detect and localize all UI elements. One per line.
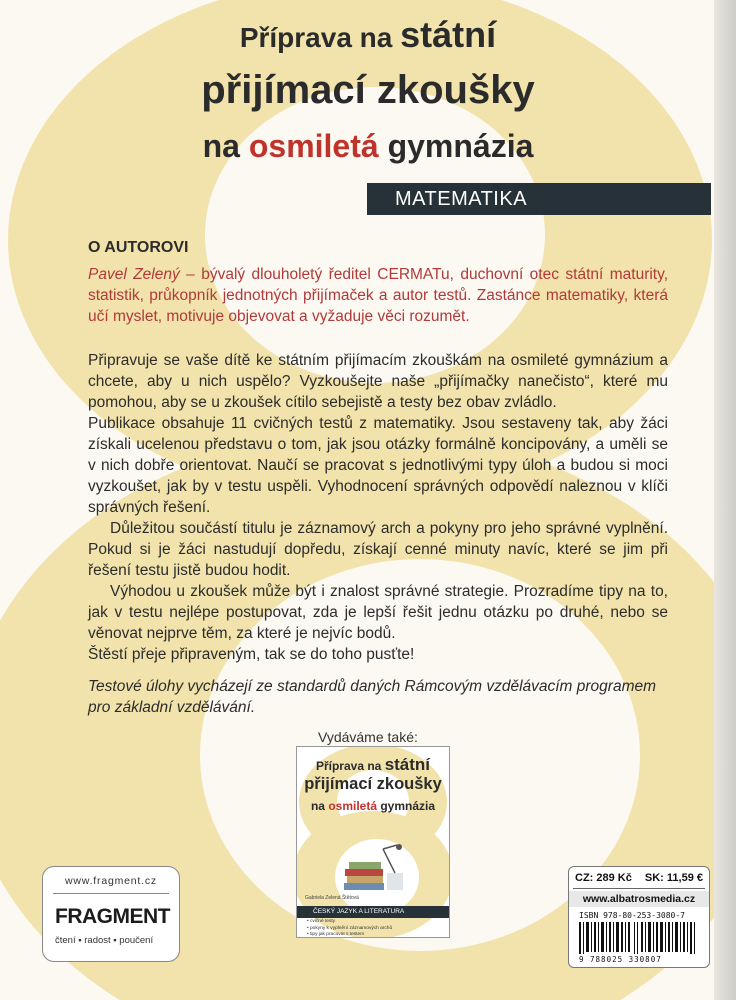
also-published-label: Vydáváme také: xyxy=(318,729,418,745)
subject-bar: MATEMATIKA xyxy=(367,183,711,215)
mini-bullet-list xyxy=(307,919,392,938)
body-paragraph-1: Připravuje se vaše dítě ke státním přijímacím zkouškám na osmileté gymnázium a chcete, aby u nich uspělo? Vyzkoušejte naše „přijímačky nanečisto“, které mu pomohou, aby se u zkoušek cítilo sebejistě a testy bez obav zvládlo. xyxy=(88,352,668,411)
publisher-divider xyxy=(53,893,169,894)
body-paragraph-2: Publikace obsahuje 11 cvičných testů z matematiky. Jsou sestaveny tak, aby žáci získali ucelenou představu o tom, jak jsou otázky formálně koncipovány, a uměli se v nich dobře orientovat. Naučí se pracovat s jednotlivými typy úloh a budou si moci vyzkoušet, jak by v testu uspěli. Vyhodnocení správných odpovědí naleznou v klíči správných řešení. xyxy=(88,415,668,516)
mini-bullet: • tipy jak pracovat s testem xyxy=(307,932,365,937)
body-paragraph-5: Štěstí přeje připraveným, tak se do toho pusťte! xyxy=(88,646,415,663)
about-heading: O AUTOROVI xyxy=(88,239,189,256)
body-paragraph-6: Testové úlohy vycházejí ze standardů daných Rámcovým vzdělávacím programem pro základní vzdělávání. xyxy=(88,678,657,716)
title-line-3: na osmiletá gymnázia xyxy=(202,128,534,164)
mini-bullet: • pokyny k vyplnění záznamových archů xyxy=(307,925,393,931)
body-paragraph-3: Důležitou součástí titulu je záznamový arch a pokyny pro jeho správné vyplnění. Pokud si je žáci nastudují dopředu, získají cenné minuty navíc, které se jim při řešení testu jistě budou hodit. xyxy=(88,520,668,579)
mini-subject-bar: ČESKÝ JAZYK A LITERATURA xyxy=(297,906,449,918)
albatros-url[interactable]: www.albatrosmedia.cz xyxy=(569,891,709,907)
books-lamp-illustration xyxy=(339,843,414,895)
publisher-url[interactable]: www.fragment.cz xyxy=(65,875,157,887)
title-line-1: Příprava na státní xyxy=(239,14,497,55)
barcode-icon xyxy=(579,922,699,954)
mini-title-3: na osmiletá gymnázia xyxy=(310,799,436,813)
mini-author: Gabriela Zelená Štětová xyxy=(305,895,359,901)
related-book-cover xyxy=(296,746,450,938)
barcode-number: 9 788025 330807 xyxy=(579,955,662,964)
body-paragraph-4: Výhodou u zkoušek může být i znalost správné strategie. Prozradíme tipy na to, jak v testu nejlépe postupovat, zda je lepší řešit jednu otázku po druhé, nebo se věnovat nejprve těm, za které je nejvíc bodů. xyxy=(88,583,668,642)
isbn-text: ISBN 978-80-253-3080-7 xyxy=(579,911,685,920)
price-divider xyxy=(573,888,705,889)
mini-title-1: Příprava na státní xyxy=(315,755,431,774)
price-cz: CZ: 289 Kč xyxy=(575,872,632,884)
price-barcode-box xyxy=(568,866,710,968)
publisher-tagline: čtení ▪ radost ▪ poučení xyxy=(55,935,154,946)
title-line-2: přijímací zkoušky xyxy=(201,68,535,112)
price-row xyxy=(575,872,703,884)
mini-bullet: • cvičné testy xyxy=(307,919,336,924)
price-sk: SK: 11,59 € xyxy=(644,872,703,884)
publisher-box xyxy=(42,866,180,962)
publisher-logo: FRAGMENT xyxy=(55,905,170,928)
mini-title-2: přijímací zkoušky xyxy=(304,775,442,793)
author-bio: Pavel Zelený – bývalý dlouholetý ředitel CERMATu, duchovní otec státní maturity, statistik, průkopník jednotných přijímaček a autor testů. Zastánce matematiky, která učí myslet, motivuje objevovat a vyžaduje věci rozumět. xyxy=(88,266,669,325)
